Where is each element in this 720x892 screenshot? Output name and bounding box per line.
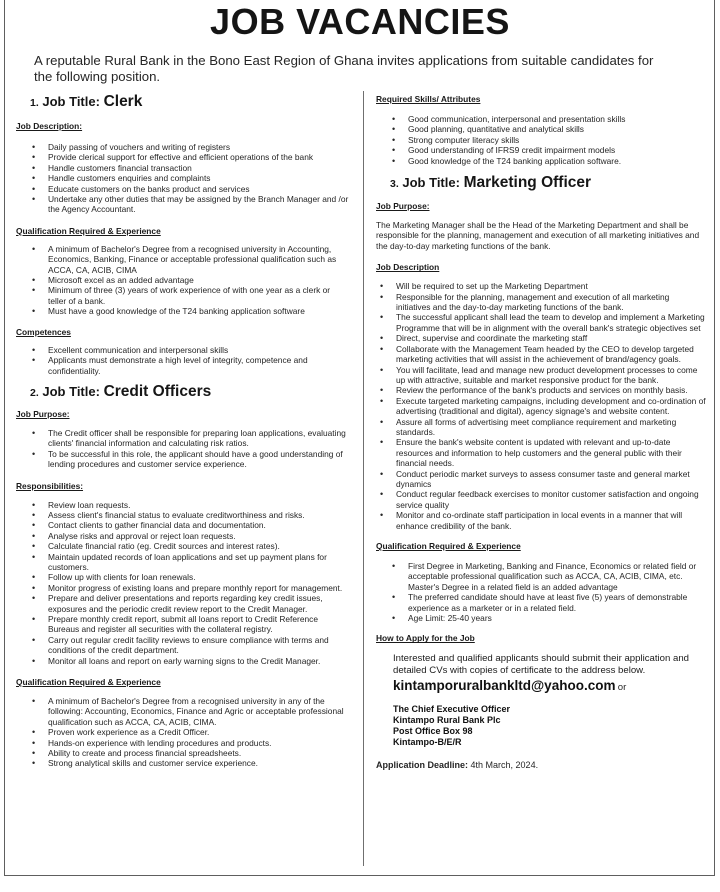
apply-email[interactable]: kintamporuralbankltd@yahoo.com bbox=[393, 677, 616, 693]
intro-paragraph: A reputable Rural Bank in the Bono East Region of Ghana invites applications from suitable candidates for the following position. bbox=[34, 53, 654, 84]
deadline-value: 4th March, 2024. bbox=[470, 759, 539, 770]
job3-purpose-text: The Marketing Manager shall be the Head of the Marketing Department and shall be responsible for the planning, management and execution of all marketing initiatives and the day-to-day marketing functions of the bank. bbox=[376, 220, 700, 251]
list-item: • Review the performance of the bank's products and services on monthly basis. bbox=[396, 385, 706, 395]
list-item: • Minimum of three (3) years of work experience of with one year as a clerk or teller of a bank. bbox=[48, 285, 350, 306]
job2-skills-list bbox=[376, 114, 706, 166]
list-item: • Direct, supervise and coordinate the marketing staff bbox=[396, 333, 706, 343]
list-item: • The Credit officer shall be responsible for preparing loan applications, evaluating clients' financial information and calculating risk ratios. bbox=[48, 428, 350, 449]
list-item: • Good communication, interpersonal and presentation skills bbox=[408, 114, 706, 124]
deadline-label: Application Deadline: bbox=[376, 759, 469, 770]
list-item: • First Degree in Marketing, Banking and Finance, Economics or related field or acceptable professional qualification such as ACCA, CA, ACIB, CIMA, etc. Master's Degree in a related field is an added advantage bbox=[408, 561, 706, 592]
application-deadline bbox=[376, 760, 706, 770]
list-item: • Will be required to set up the Marketing Department bbox=[396, 281, 706, 291]
list-item: • Daily passing of vouchers and writing of registers bbox=[48, 142, 350, 152]
list-item: • Ensure the bank's website content is updated with relevant and up-to-date resources and information to help customers and the general public with their financial needs. bbox=[396, 437, 706, 468]
list-item: • The preferred candidate should have at least five (5) years of demonstrable experience as a marketer or in a related field. bbox=[408, 592, 706, 613]
list-item: • Contact clients to gather financial data and documentation. bbox=[48, 520, 350, 530]
list-item: • Educate customers on the banks product and services bbox=[48, 184, 350, 194]
list-item: • Must have a good knowledge of the T24 banking application software bbox=[48, 306, 350, 316]
apply-block bbox=[376, 653, 706, 747]
job3-title: 3. Job Title: Marketing Officer bbox=[390, 174, 592, 192]
list-item: • Monitor progress of existing loans and prepare monthly report for management. bbox=[48, 583, 350, 593]
job1-competences-list bbox=[16, 345, 350, 376]
address-line: Kintampo Rural Bank Plc bbox=[393, 714, 501, 725]
list-item: • Age Limit: 25-40 years bbox=[408, 613, 706, 623]
apply-email-line bbox=[393, 677, 706, 696]
page-title: JOB VACANCIES bbox=[210, 1, 510, 42]
address-line: Kintampo-B/E/R bbox=[393, 736, 462, 747]
list-item: • Provide clerical support for effective and efficient operations of the bank bbox=[48, 152, 350, 162]
list-item: • Proven work experience as a Credit Officer. bbox=[48, 727, 350, 737]
job1-competences-heading: Competences bbox=[16, 326, 71, 337]
list-item: • Analyse risks and approval or reject loan requests. bbox=[48, 531, 350, 541]
list-item: • A minimum of Bachelor's Degree from a recognised university in any of the following: Accounting, Economics, Finance and Agric or acceptable professional qualification such as ACCA, CA, ACIB, CIMA. bbox=[48, 696, 350, 727]
list-item: • Good understanding of IFRS9 credit impairment models bbox=[408, 145, 706, 155]
list-item: • Conduct periodic market surveys to assess consumer taste and general market dynamics bbox=[396, 469, 706, 490]
job1-title: 1. Job Title: Clerk bbox=[30, 93, 143, 110]
list-item: • Monitor and co-ordinate staff participation in local events in a manner that will enhance credibility of the bank. bbox=[396, 510, 706, 531]
list-item: • Assess client's financial status to evaluate creditworthiness and risks. bbox=[48, 510, 350, 520]
list-item: • Undertake any other duties that may be assigned by the Branch Manager and /or the Agency Accountant. bbox=[48, 194, 350, 215]
list-item: • Conduct regular feedback exercises to monitor customer satisfaction and ongoing service quality bbox=[396, 489, 706, 510]
job2-qualification-heading: Qualification Required & Experience bbox=[16, 677, 161, 688]
list-item: • Microsoft excel as an added advantage bbox=[48, 275, 350, 285]
list-item: • Good knowledge of the T24 banking application software. bbox=[408, 156, 706, 166]
list-item: • Handle customers financial transaction bbox=[48, 163, 350, 173]
list-item: • The successful applicant shall lead the team to develop and implement a Marketing Programme that will be in alignment with the overall bank's strategic objectives set bbox=[396, 312, 706, 333]
list-item: • Calculate financial ratio (eg. Credit sources and interest rates). bbox=[48, 541, 350, 551]
list-item: • To be successful in this role, the applicant should have a good understanding of lending procedures and customer service experience. bbox=[48, 449, 350, 470]
list-item: • Strong computer literacy skills bbox=[408, 135, 706, 145]
list-item: • Prepare monthly credit report, submit all loans report to Credit Reference Bureaus and register all securities with the collateral registry. bbox=[48, 614, 350, 635]
job3-description-list bbox=[376, 281, 706, 531]
list-item: • Excellent communication and interpersonal skills bbox=[48, 345, 350, 355]
list-item: • Maintain updated records of loan applications and set up payment plans for customers. bbox=[48, 552, 350, 573]
job1-qualification-list bbox=[16, 244, 350, 317]
list-item: • You will facilitate, lead and manage new product development processes to come up with attractive, suitable and market responsive product for the bank. bbox=[396, 365, 706, 386]
apply-or: or bbox=[617, 681, 627, 693]
apply-instructions: Interested and qualified applicants should submit their application and detailed CVs with copies of certificate to the address below. bbox=[393, 653, 690, 677]
list-item: • Hands-on experience with lending procedures and products. bbox=[48, 738, 350, 748]
address-line: Post Office Box 98 bbox=[393, 725, 473, 736]
list-item: • Handle customers enquiries and complaints bbox=[48, 173, 350, 183]
list-item: • Good planning, quantitative and analytical skills bbox=[408, 124, 706, 134]
list-item: • Execute targeted marketing campaigns, including development and co-ordination of advertising (traditional and digital), agency signage's and website content. bbox=[396, 396, 706, 417]
job3-qualification-heading: Qualification Required & Experience bbox=[376, 541, 521, 551]
list-item: • Review loan requests. bbox=[48, 500, 350, 510]
list-item: • Monitor all loans and report on early warning signs to the Credit Manager. bbox=[48, 656, 350, 666]
job2-qualification-list bbox=[16, 696, 350, 769]
job2-skills-heading: Required Skills/ Attributes bbox=[376, 94, 481, 104]
address-line: The Chief Executive Officer bbox=[393, 703, 511, 714]
list-item: • Prepare and deliver presentations and reports regarding key credit issues, exposures and the periodic credit review report to the Credit Manager. bbox=[48, 593, 350, 614]
job2-purpose-list bbox=[16, 428, 350, 470]
list-item: • Follow up with clients for loan renewals. bbox=[48, 572, 350, 582]
list-item: • Assure all forms of advertising meet compliance requirement and marketing standards. bbox=[396, 417, 706, 438]
right-column bbox=[376, 94, 706, 770]
job2-title: 2. Job Title: Credit Officers bbox=[30, 382, 212, 400]
apply-heading: How to Apply for the Job bbox=[376, 633, 475, 644]
job3-purpose-heading: Job Purpose: bbox=[376, 201, 430, 212]
job3-description-heading: Job Description bbox=[376, 262, 440, 273]
job1-qualification-heading: Qualification Required & Experience bbox=[16, 225, 161, 236]
job3-qualification-list bbox=[376, 561, 706, 623]
list-item: • Responsible for the planning, management and execution of all marketing initiatives and the day-to-day marketing functions of the bank. bbox=[396, 292, 706, 313]
job2-purpose-heading: Job Purpose: bbox=[16, 408, 70, 419]
list-item: • Ability to create and process financial spreadsheets. bbox=[48, 748, 350, 758]
job2-responsibilities-list bbox=[16, 500, 350, 667]
list-item: • Applicants must demonstrate a high level of integrity, competence and confidentiality. bbox=[48, 355, 350, 376]
left-column bbox=[16, 94, 350, 769]
job1-description-heading: Job Description: bbox=[16, 121, 83, 131]
list-item: • A minimum of Bachelor's Degree from a recognised university in Accounting, Economics, Banking, Finance or acceptable professional qualification such as ACCA, CA, ACIB, CIMA bbox=[48, 244, 350, 275]
list-item: • Collaborate with the Management Team headed by the CEO to develop targeted marketing activities that will assist in the achievement of brand/agency goals. bbox=[396, 344, 706, 365]
list-item: • Strong analytical skills and customer service experience. bbox=[48, 758, 350, 768]
job1-description-list bbox=[16, 142, 350, 215]
job2-responsibilities-heading: Responsibilities: bbox=[16, 480, 84, 491]
list-item: • Carry out regular credit facility reviews to ensure compliance with terms and conditions of the credit department. bbox=[48, 635, 350, 656]
column-divider bbox=[363, 91, 364, 866]
